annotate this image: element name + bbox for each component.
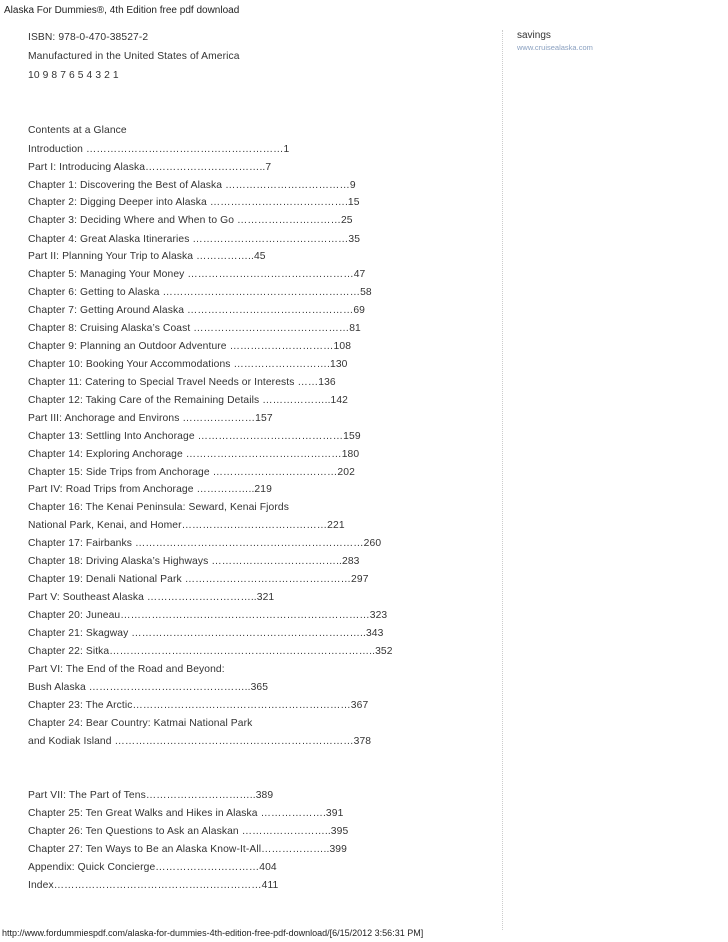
toc-entry: Chapter 6: Getting to Alaska …………………………………………………58 <box>28 287 372 298</box>
toc-entry: Chapter 5: Managing Your Money …………………………………………47 <box>28 269 366 280</box>
manufactured-line: Manufactured in the United States of America <box>28 51 240 62</box>
toc-entry: Part III: Anchorage and Environs …………………157 <box>28 413 273 424</box>
toc-entry: Chapter 21: Skagway …………………………………………………………..343 <box>28 628 384 639</box>
toc-entry: Appendix: Quick Concierge…………………………404 <box>28 862 277 873</box>
printing-line: 10 9 8 7 6 5 4 3 2 1 <box>28 70 119 81</box>
toc-entry: Index……………………………………………………411 <box>28 880 279 891</box>
sidebar-link[interactable]: www.cruisealaska.com <box>517 43 593 52</box>
toc-entry: Chapter 24: Bear Country: Katmai National Park <box>28 718 253 729</box>
toc-entry: Chapter 9: Planning an Outdoor Adventure …………………………108 <box>28 341 352 352</box>
toc-entry: Chapter 15: Side Trips from Anchorage ………………………………202 <box>28 467 355 478</box>
toc-entry: Chapter 11: Catering to Special Travel Needs or Interests ……136 <box>28 377 336 388</box>
sidebar-title: savings <box>517 30 551 41</box>
toc-entry: Chapter 18: Driving Alaska’s Highways ………………………………..283 <box>28 556 360 567</box>
toc-entry: Part VI: The End of the Road and Beyond: <box>28 664 225 675</box>
toc-entry: Introduction …………………………………………………1 <box>28 144 290 155</box>
toc-entry: Chapter 20: Juneau………………………………………………………………323 <box>28 610 388 621</box>
toc-entry: Chapter 23: The Arctic………………………………………………………367 <box>28 700 369 711</box>
toc-entry: Chapter 13: Settling Into Anchorage ……………………………………159 <box>28 431 361 442</box>
toc-entry: Chapter 22: Sitka…………………………………………………………………..352 <box>28 646 393 657</box>
toc-entry: Part IV: Road Trips from Anchorage ……………..219 <box>28 484 272 495</box>
isbn-line: ISBN: 978-0-470-38527-2 <box>28 32 149 43</box>
toc-entry: Part V: Southeast Alaska …………………………..321 <box>28 592 275 603</box>
toc-entry: Part VII: The Part of Tens…………………………..389 <box>28 790 274 801</box>
toc-entry: Chapter 17: Fairbanks …………………………………………………………260 <box>28 538 382 549</box>
toc-entry: Part I: Introducing Alaska……………………………..7 <box>28 162 272 173</box>
toc-entry: Chapter 12: Taking Care of the Remaining Details ………………..142 <box>28 395 349 406</box>
toc-entry: Chapter 7: Getting Around Alaska …………………………………………69 <box>28 305 365 316</box>
toc-entry: Chapter 2: Digging Deeper into Alaska ………………………………….15 <box>28 197 360 208</box>
toc-entry: Chapter 14: Exploring Anchorage ………………………………………180 <box>28 449 360 460</box>
toc-entry: Bush Alaska ………………………………………..365 <box>28 682 269 693</box>
page-header-title: Alaska For Dummies®, 4th Edition free pdf download <box>4 5 240 16</box>
column-divider <box>502 30 503 930</box>
toc-entry: Chapter 27: Ten Ways to Be an Alaska Know-It-All………………..399 <box>28 844 347 855</box>
toc-entry: Chapter 25: Ten Great Walks and Hikes in Alaska ……………….391 <box>28 808 344 819</box>
page-footer-url: http://www.fordummiespdf.com/alaska-for-dummies-4th-edition-free-pdf-download/[6/15/2012 3:56:31 PM] <box>2 928 424 938</box>
toc-entry: Chapter 26: Ten Questions to Ask an Alaskan ……………………..395 <box>28 826 349 837</box>
toc-entry: Chapter 19: Denali National Park …………………………………………297 <box>28 574 369 585</box>
toc-entry: Chapter 3: Deciding Where and When to Go …………………………25 <box>28 215 353 226</box>
toc-entry: Chapter 1: Discovering the Best of Alaska ………………………………9 <box>28 180 356 191</box>
toc-entry: Chapter 8: Cruising Alaska’s Coast ………………………………………81 <box>28 323 361 334</box>
toc-entry: Chapter 16: The Kenai Peninsula: Seward, Kenai Fjords <box>28 502 289 513</box>
toc-entry: Chapter 4: Great Alaska Itineraries ………………………………………35 <box>28 234 361 245</box>
toc-entry: Chapter 10: Booking Your Accommodations ……………………….130 <box>28 359 348 370</box>
toc-entry: Part II: Planning Your Trip to Alaska ……………..45 <box>28 251 266 262</box>
toc-entry: and Kodiak Island ……………………………………………………………378 <box>28 736 372 747</box>
toc-entry: National Park, Kenai, and Homer……………………………………221 <box>28 520 345 531</box>
contents-heading: Contents at a Glance <box>28 125 127 136</box>
